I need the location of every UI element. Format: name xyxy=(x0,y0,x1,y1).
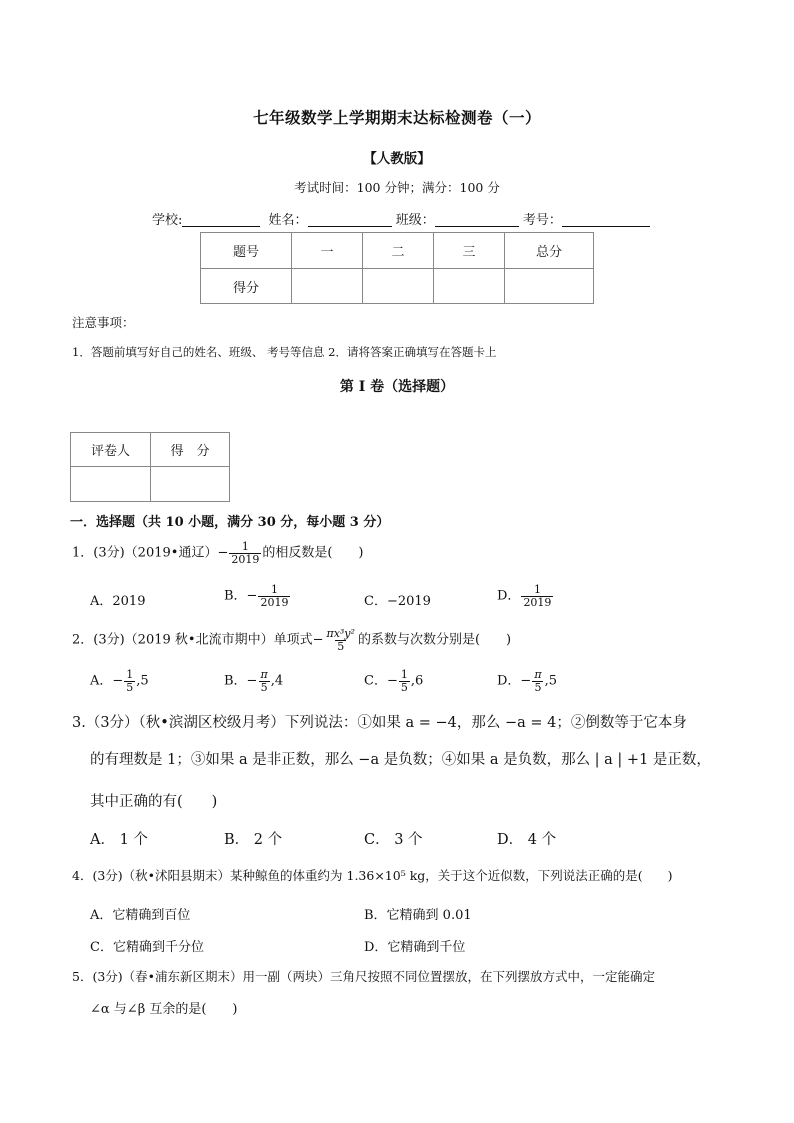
score-cell xyxy=(505,269,594,304)
notes-heading: 注意事项： xyxy=(72,315,135,330)
fraction: $\frac{\text{πx³y²}}{5}$ xyxy=(326,627,355,653)
section-title: 第 I 卷（选择题） xyxy=(339,379,455,395)
question-1-prefix: 1．(3分)（2019•通辽）− xyxy=(72,545,229,561)
class-label: 班级： xyxy=(395,213,435,228)
question-1-suffix: 的相反数是( ) xyxy=(262,545,364,561)
fraction: $\frac{\pi}{5}$ xyxy=(260,668,268,694)
question-3-line-2: 的有理数是 1；③如果 a 是非正数，那么 −a 是负数；④如果 a 是负数，那么 | a | +1 是正数， xyxy=(90,752,711,768)
option-d: D．它精确到千位 xyxy=(364,940,466,955)
name-blank xyxy=(308,212,392,227)
question-2: 2．(3分)（2019 秋•北流市期中）单项式− $\frac{\text{πx³y²}}{5}$ 的系数与次数分别是( ) xyxy=(72,627,512,653)
number-blank xyxy=(562,212,650,227)
grader-cell xyxy=(71,467,151,502)
exam-info: 考试时间：100 分钟；满分：100 分 xyxy=(294,180,500,195)
student-info-line xyxy=(152,209,650,228)
fraction: $\frac{\pi}{5}$ xyxy=(534,668,542,694)
score-header: 得 分 xyxy=(151,433,230,467)
score-table-header: 三 xyxy=(434,233,505,269)
fraction: $\frac{1}{2019}$ xyxy=(260,583,289,609)
part-heading: 一．选择题（共 10 小题，满分 30 分，每小题 3 分） xyxy=(70,515,390,530)
score-cell xyxy=(434,269,505,304)
option-a: A． 1 个 xyxy=(90,832,148,848)
option-b: B．− $\frac{\pi}{5}$ ,4 xyxy=(224,668,284,694)
score-table xyxy=(200,232,594,304)
question-3-line-3: 其中正确的有( ) xyxy=(90,794,218,810)
question-4: 4．(3分)（秋•沭阳县期末）某种鲸鱼的体重约为 1.36×10⁵ kg，关于这个近似数，下列说法正确的是( ) xyxy=(72,868,673,883)
option-c: C．它精确到千分位 xyxy=(90,940,204,955)
name-label: 姓名： xyxy=(268,213,308,228)
notes-text: 1．答题前填写好自己的姓名、班级、 考号等信息 2．请将答案正确填写在答题卡上 xyxy=(72,345,497,359)
score-row-label: 得分 xyxy=(201,269,292,304)
option-d: D．− $\frac{\pi}{5}$ ,5 xyxy=(497,668,557,694)
question-5-line-1: 5．(3分)（春•浦东新区期末）用一副（两块）三角尺按照不同位置摆放，在下列摆放方式中，一定能确定 xyxy=(72,969,656,984)
fraction: $\frac{1}{2019}$ xyxy=(523,583,552,609)
grader-table xyxy=(70,432,230,502)
grader-header: 评卷人 xyxy=(71,433,151,467)
option-b: B．− $\frac{1}{2019}$ xyxy=(224,583,289,609)
option-b: B．它精确到 0.01 xyxy=(364,908,472,923)
document-title: 七年级数学上学期期末达标检测卷（一） xyxy=(252,108,541,127)
score-table-header: 二 xyxy=(363,233,434,269)
option-a: A．它精确到百位 xyxy=(90,908,191,923)
score-cell xyxy=(151,467,230,502)
option-a: A．− $\frac{1}{5}$ ,5 xyxy=(90,668,149,694)
score-table-header: 总分 xyxy=(505,233,594,269)
score-table-header: 一 xyxy=(292,233,363,269)
question-3-line-1: 3.（3分）（秋•滨湖区校级月考）下列说法：①如果 a = −4，那么 −a = 4；②倒数等于它本身 xyxy=(72,715,687,731)
option-b: B． 2 个 xyxy=(224,832,283,848)
school-blank xyxy=(182,212,260,227)
edition-label: 【人教版】 xyxy=(363,151,431,167)
option-c: C．− $\frac{1}{5}$ ,6 xyxy=(364,668,424,694)
option-d: D． $\frac{1}{2019}$ xyxy=(497,583,552,609)
question-5-line-2: ∠α 与∠β 互余的是( ) xyxy=(90,1002,238,1017)
class-blank xyxy=(435,212,519,227)
fraction: $\frac{1}{5}$ xyxy=(126,668,134,694)
option-a: A．2019 xyxy=(90,594,146,609)
fraction: $\frac{1}{2019}$ xyxy=(231,540,260,566)
question-1 xyxy=(72,541,364,565)
score-table-header: 题号 xyxy=(201,233,292,269)
option-c: C．−2019 xyxy=(364,594,431,609)
number-label: 考号： xyxy=(522,213,562,228)
option-d: D． 4 个 xyxy=(497,832,557,848)
school-label: 学校: xyxy=(152,213,183,228)
score-cell xyxy=(363,269,434,304)
fraction: $\frac{1}{5}$ xyxy=(400,668,408,694)
score-cell xyxy=(292,269,363,304)
option-c: C． 3 个 xyxy=(364,832,423,848)
